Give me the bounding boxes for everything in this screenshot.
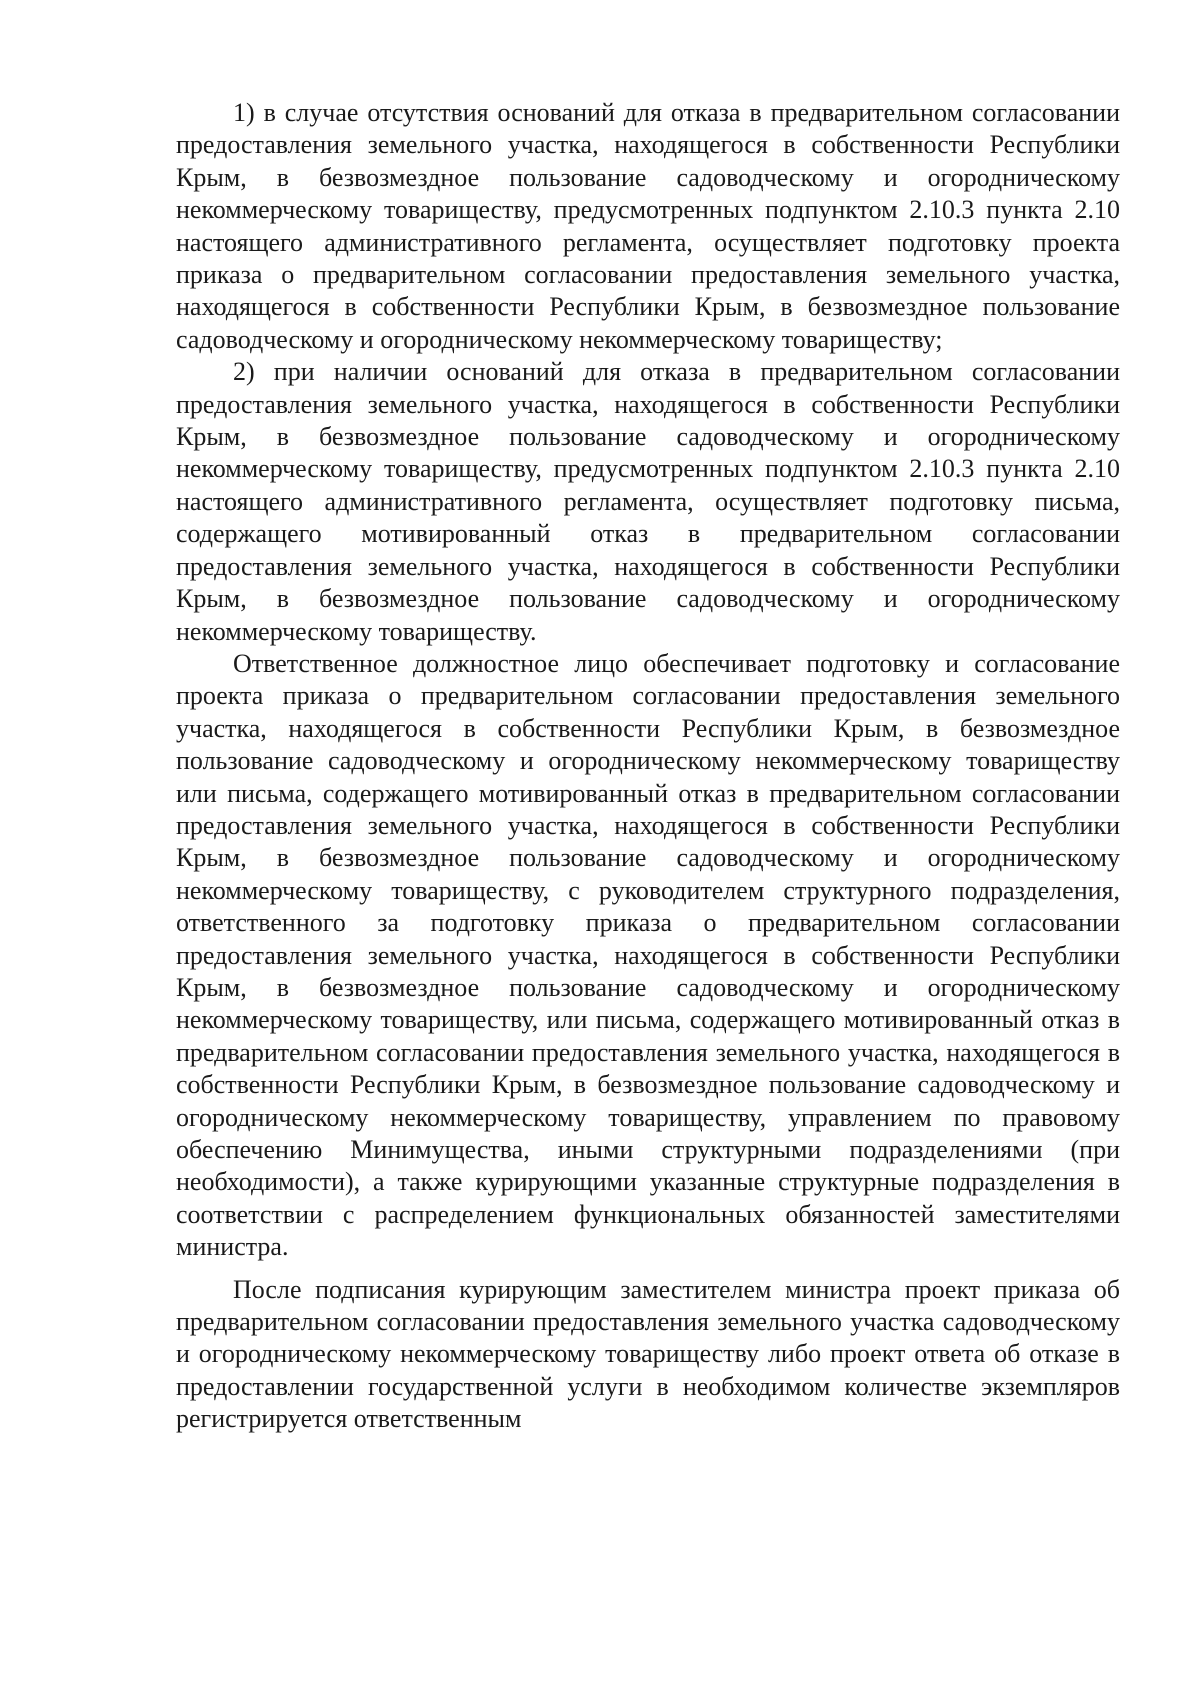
paragraph-responsible-official: Ответственное должностное лицо обеспечивает подготовку и согласование проекта приказа о предварительном согласовании предоставления земельного участка, находящегося в собственности Республики Крым, в безвозмездное пользование садоводческому и огородническому некоммерческому товариществу или письма, содержащего мотивированный отказ в предварительном согласовании предоставления земельного участка, находящегося в собственности Республики Крым, в безвозмездное пользование садоводческому и огородническому некоммерческому товариществу, с руководителем структурного подразделения, ответственного за подготовку приказа о предварительном согласовании предоставления земельного участка, находящегося в собственности Республики Крым, в безвозмездное пользование садоводческому и огородническому некоммерческому товариществу, или письма, содержащего мотивированный отказ в предварительном согласовании предоставления земельного участка, находящегося в собственности Республики Крым, в безвозмездное пользование садоводческому и огородническому некоммерческому товариществу, управлением по правовому обеспечению Минимущества, иными структурными подразделениями (при необходимости), а также курирующими указанные структурные подразделения в соответствии с распределением функциональных обязанностей заместителями министра. (176, 648, 1120, 1262)
paragraph-after-signing: После подписания курирующим заместителем министра проект приказа об предварительном согласовании предоставления земельного участка садоводческому и огородническому некоммерческому товариществу либо проект ответа об отказе в предоставлении государственной услуги в необходимом количестве экземпляров регистрируется ответственным (176, 1274, 1120, 1434)
paragraph-item-1-no-grounds-for-refusal: 1) в случае отсутствия оснований для отказа в предварительном согласовании предоставления земельного участка, находящегося в собственности Республики Крым, в безвозмездное пользование садоводческому и огородническому некоммерческому товариществу, предусмотренных подпунктом 2.10.3 пункта 2.10 настоящего административного регламента, осуществляет подготовку проекта приказа о предварительном согласовании предоставления земельного участка, находящегося в собственности Республики Крым, в безвозмездное пользование садоводческому и огородническому некоммерческому товариществу; (176, 98, 1120, 354)
paragraph-item-2-grounds-for-refusal: 2) при наличии оснований для отказа в предварительном согласовании предоставления земельного участка, находящегося в собственности Республики Крым, в безвозмездное пользование садоводческому и огородническому некоммерческому товариществу, предусмотренных подпунктом 2.10.3 пункта 2.10 настоящего административного регламента, осуществляет подготовку письма, содержащего мотивированный отказ в предварительном согласовании предоставления земельного участка, находящегося в собственности Республики Крым, в безвозмездное пользование садоводческому и огородническому некоммерческому товариществу. (176, 357, 1120, 646)
document-body (176, 97, 1120, 1436)
